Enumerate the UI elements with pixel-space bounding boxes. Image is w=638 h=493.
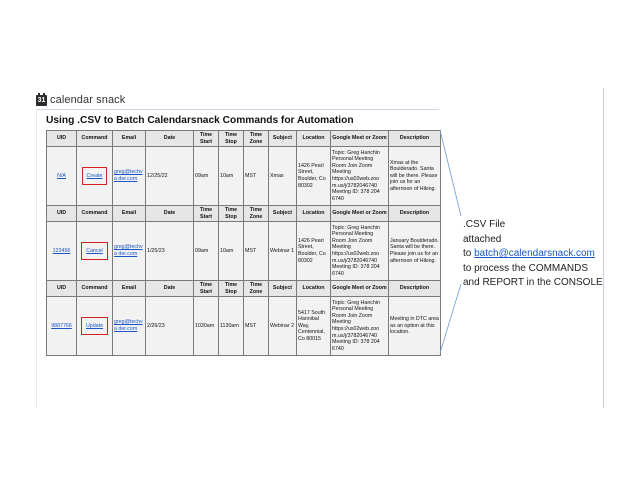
frame-left-border (36, 110, 37, 408)
cell-uid (47, 222, 77, 281)
cell-time-start: 09am (194, 147, 219, 206)
uid-link[interactable]: 9887766 (51, 322, 72, 329)
cell-date: 2/26/23 (146, 297, 194, 356)
cell-subject: Xmas (269, 147, 297, 206)
command-create-link[interactable]: Create (82, 167, 108, 185)
header-time-stop: Time Stop (219, 206, 244, 222)
header-time-zone: Time Zone (244, 281, 269, 297)
header-time-zone: Time Zone (244, 206, 269, 222)
cell-command (77, 147, 113, 206)
email-link[interactable]: greg@techva der.com (114, 169, 143, 182)
calendar-icon-day: 31 (37, 96, 46, 104)
header-uid: UID (47, 206, 77, 222)
cell-meet: Topic: Greg Hanchin Personal Meeting Room Join Zoom Meeting https://us02web.zoo m.us/j/3782046740 Meeting ID: 378 204 6740 (331, 222, 389, 281)
header-meet: Google Meet or Zoom (331, 131, 389, 147)
header-date: Date (146, 206, 194, 222)
uid-link[interactable]: 123456 (52, 247, 71, 254)
cell-meet: Topic: Greg Hanchin Personal Meeting Room Join Zoom Meeting https://us02web.zoo m.us/j/3782046740 Meeting ID: 378 204 6740 (331, 297, 389, 356)
table-header-row (47, 131, 441, 147)
table-header-row (47, 206, 441, 222)
note-line-5: and REPORT in the CONSOLE (463, 277, 603, 289)
header-meet: Google Meet or Zoom (331, 281, 389, 297)
header-time-stop: Time Stop (219, 131, 244, 147)
header-command: Command (77, 206, 113, 222)
command-update-link[interactable]: Update (81, 317, 108, 335)
callout-line-top (440, 130, 461, 216)
header-description: Description (389, 206, 441, 222)
cell-description: January Boulderado. Santa will be there. Please join us for an afternoon of Hiking. (389, 222, 441, 281)
header-uid: UID (47, 281, 77, 297)
note-line-3 (463, 247, 603, 262)
header-email: Email (113, 206, 146, 222)
header-meet: Google Meet or Zoom (331, 206, 389, 222)
command-cancel-link[interactable]: Cancel (81, 242, 108, 260)
cell-email (113, 297, 146, 356)
header-time-start: Time Start (194, 281, 219, 297)
cell-command (77, 297, 113, 356)
cell-location: 1426 Pearl Street, Boulder, Co 80302 (297, 222, 331, 281)
header-time-zone: Time Zone (244, 131, 269, 147)
cell-email (113, 222, 146, 281)
header-location: Location (297, 131, 331, 147)
cell-email (113, 147, 146, 206)
header-time-start: Time Start (194, 131, 219, 147)
header-description: Description (389, 281, 441, 297)
header-command: Command (77, 131, 113, 147)
note-line-1: .CSV File (463, 219, 506, 230)
batch-email-link[interactable]: batch@calendarsnack.com (474, 248, 595, 260)
header-uid: UID (47, 131, 77, 147)
header-time-start: Time Start (194, 206, 219, 222)
header-email: Email (113, 281, 146, 297)
cell-time-start: 09am (194, 222, 219, 281)
email-link[interactable]: greg@techva der.com (114, 319, 143, 332)
cell-time-stop: 10am (219, 222, 244, 281)
cell-uid (47, 147, 77, 206)
cell-time-stop: 1130am (219, 297, 244, 356)
calendar-icon (36, 95, 47, 106)
header-date: Date (146, 281, 194, 297)
table-row (47, 147, 441, 206)
cell-subject: Webinar 2 (269, 297, 297, 356)
cell-command (77, 222, 113, 281)
cell-description: Meeting in DTC area as an option at this location. (389, 297, 441, 356)
cell-time-zone: MST (244, 147, 269, 206)
cell-meet: Topic: Greg Hanchin Personal Meeting Room Join Zoom Meeting https://us02web.zoo m.us/j/3782046740 Meeting ID: 378 204 6740 (331, 147, 389, 206)
cell-date: 1/25/23 (146, 222, 194, 281)
email-link[interactable]: greg@techva der.com (114, 244, 143, 257)
cell-uid (47, 297, 77, 356)
uid-link[interactable]: N/A (57, 172, 66, 179)
cell-location: 5417 South Hannibal Way, Centennial, Co 80015 (297, 297, 331, 356)
brand-name: calendar snack (50, 94, 126, 106)
frame-top-divider (37, 109, 439, 110)
note-line-4: to process the COMMANDS (463, 262, 589, 274)
header-date: Date (146, 131, 194, 147)
header-email: Email (113, 131, 146, 147)
cell-time-start: 1030am (194, 297, 219, 356)
table-header-row (47, 281, 441, 297)
callout-line-bottom (440, 284, 461, 353)
header-location: Location (297, 206, 331, 222)
note-line-3-prefix: to (463, 248, 475, 260)
cell-subject: Webinar 1 (269, 222, 297, 281)
brand-logo (36, 94, 125, 106)
header-subject: Subject (269, 281, 297, 297)
header-location: Location (297, 281, 331, 297)
cell-description: Xmas at the Boulderado. Santa will be there. Please join us for an afternoon of Hiking. (389, 147, 441, 206)
header-time-stop: Time Stop (219, 281, 244, 297)
cell-location: 1426 Pearl Street, Boulder, Co 80302 (297, 147, 331, 206)
page-title: Using .CSV to Batch Calendarsnack Commands for Automation (46, 115, 354, 126)
table-row (47, 222, 441, 281)
header-subject: Subject (269, 206, 297, 222)
header-description: Description (389, 131, 441, 147)
header-command: Command (77, 281, 113, 297)
frame-right-border (603, 88, 604, 408)
table-row (47, 297, 441, 356)
cell-time-stop: 10am (219, 147, 244, 206)
cell-date: 12/25/22 (146, 147, 194, 206)
csv-instructions (463, 218, 603, 291)
csv-commands-table (46, 130, 441, 356)
cell-time-zone: MST (244, 297, 269, 356)
cell-time-zone: MST (244, 222, 269, 281)
note-line-2: attached (463, 233, 502, 245)
header-subject: Subject (269, 131, 297, 147)
